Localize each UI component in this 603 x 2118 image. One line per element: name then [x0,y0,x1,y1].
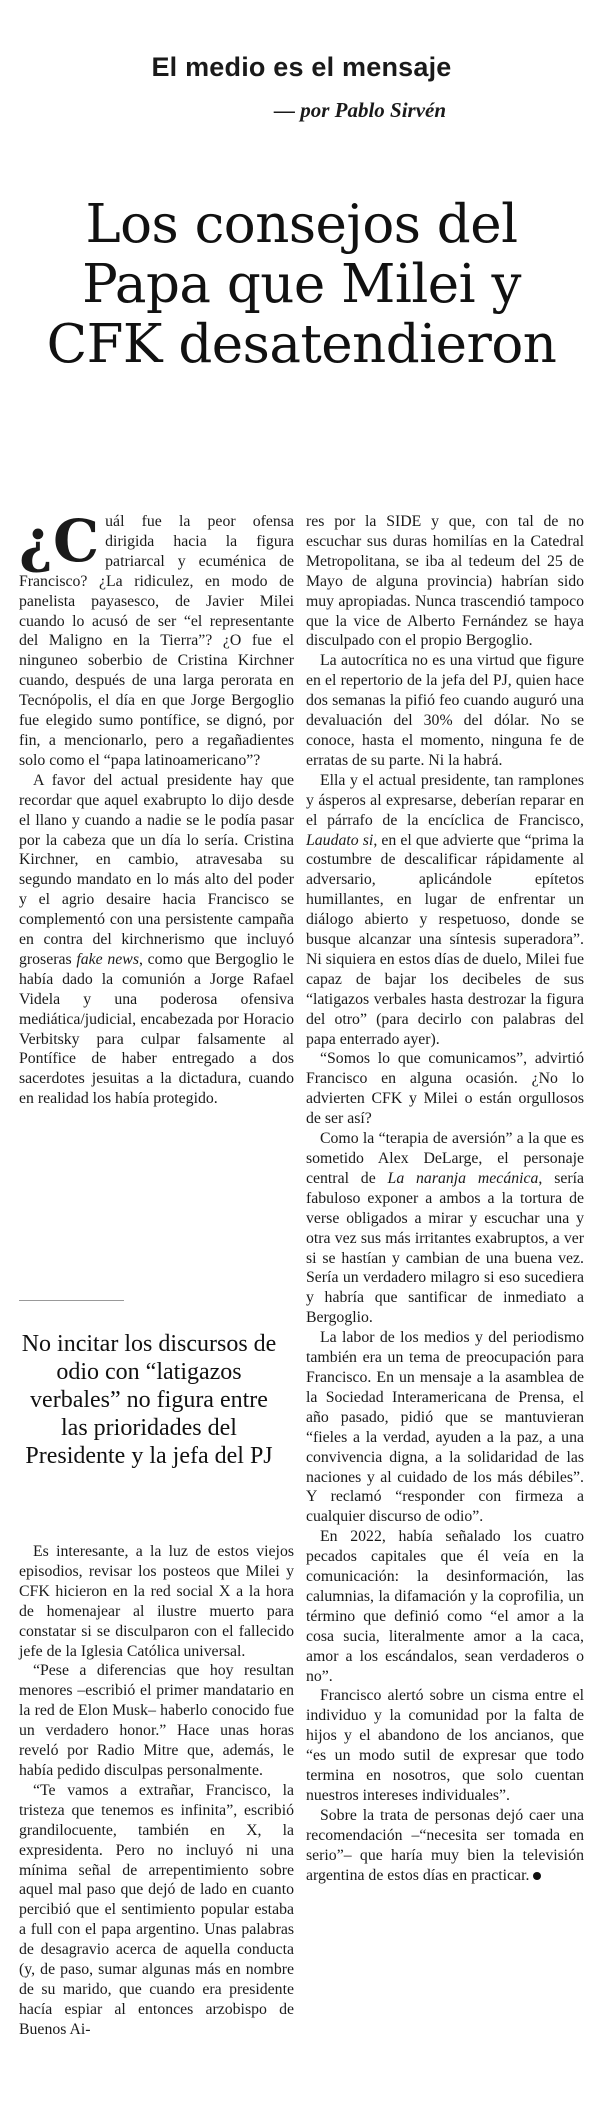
paragraph [306,771,584,1050]
paragraph-text: , como que Bergoglio le había dado la comunión a Jorge Rafael Videla y una poderosa ofensiva mediática/judicial, encabezada por Horacio Verbitsky para culpar falsamente al Pontífice de haber entregado a dos sacerdotes jesuitas a la dictadura, cuando en realidad los había protegido. [19,950,294,1108]
paragraph: Es interesante, a la luz de estos viejos episodios, revisar los posteos que Milei y CFK hicieron en la red social X a la hora de homenajear al ilustre muerto para constatar si se disculparon con el fallecido jefe de la Iglesia Católica universal. [19,1543,294,1660]
paragraph [306,1129,584,1328]
paragraph: “Te vamos a extrañar, Francisco, la tristeza que tenemos es infinita”, escribió grandilocuente, también en X, la expresidenta. Pero no incluyó ni una mínima señal de arrepentimiento sobre aquel mal paso que dejó de lado en cuanto percibió que el sentimiento popular estaba a full con el papa argentino. Unas palabras de desagravio acerca de aquella conducta (y, de paso, sumar algunas más en nombre de su marido, que cuando era presidente hacía espiar al entonces arzobispo de Buenos Ai- [19,1781,294,2038]
paragraph [19,771,294,1109]
drop-cap: ¿C [19,507,100,575]
paragraph: La labor de los medios y del periodismo también era un tema de preocupación para Francisco. En un mensaje a la asamblea de la Sociedad Interamericana de Prensa, el año pasado, pidió que se mantuvieran “fieles a la verdad, ayuden a la paz, a una convivencia digna, a la solidaridad de las naciones y al cuidado de los más débiles”. Y reclamó “responder con firmeza a cualquier discurso de odio”. [306,1329,584,1526]
paragraph-text: , en el que advierte que “prima la costumbre de descalificar rápidamente al adversario, aplicándole epítetos humillantes, en lugar de enfrentar un diálogo abierto y respetuoso, donde se busque alcanzar una síntesis superadora”. Ni siquiera en estos días de duelo, Milei fue capaz de bajar los decibeles de sus “latigazos verbales hasta destrozar la figura del otro” (para decirlo con palabras del papa enterrado ayer). [306,831,584,1048]
headline: Los consejos del Papa que Milei y CFK desatendieron [46,194,557,375]
divider [19,1300,124,1301]
paragraph: La autocrítica no es una virtud que figure en el repertorio de la jefa del PJ, quien hace dos semanas la pifió feo cuando auguró una devaluación del 30% del dólar. No se conoce, hasta el momento, ninguna fe de erratas de su parte. Ni la habrá. [306,652,584,769]
paragraph: res por la SIDE y que, con tal de no escuchar sus duras homilías en la Catedral Metropolitana, se iba al tedeum del 25 de Mayo de alguna provincia) habrían sido muy apropiadas. Nunca trascendió tampoco que la vice de Alberto Fernández se haya disculpado con el propio Bergoglio. [306,513,584,650]
byline: — por Pablo Sirvén [273,98,447,122]
column-right [306,512,584,1886]
paragraph-text: Sobre la trata de personas dejó caer una recomendación –“necesita ser tomada en serio”– que haría muy bien la televisión argentina de estos días en practicar. [306,1806,584,1884]
column-left-bottom [19,1542,294,2040]
paragraph: Francisco alertó sobre un cisma entre el individuo y la comunidad por la falta de hijos y el abandono de los ancianos, que “es un modo sutil de expresar que todo termina en nosotros, que solo cuentan nuestros intereses individuales”. [306,1687,584,1804]
paragraph: “Pese a diferencias que hoy resultan menores –escribió el primer mandatario en la red de Elon Musk– haberlo conocido fue un verdadero honor.” Hace unas horas reveló por Radio Mitre que, además, le había pedido disculpas personalmente. [19,1662,294,1779]
paragraph-text: , sería fabuloso exponer a ambos a la tortura de verse obligados a mirar y escuchar una y otra vez sus más irritantes exabruptos, a ver si se hastían y cambian de una buena vez. Sería un verdadero milagro si eso sucediera y habría que santificar de inmediato a Bergoglio. [306,1169,585,1327]
paragraph-text: Como la “terapia de aversión” a la que es sometido Alex DeLarge, el personaje central de [306,1130,584,1187]
column-left-top [19,507,294,1109]
paragraph: “Somos lo que comunicamos”, advirtió Francisco en alguna ocasión. ¿No lo advierten CFK y Milei o están orgullosos de ser así? [306,1050,584,1128]
paragraph-text: uál fue la peor ofensa dirigida hacia la figura patriarcal y ecuménica de Francisco? ¿La ridiculez, en modo de panelista payasesco, de Javier Milei cuando lo acusó de ser “el representante del Maligno en la Tierra”? ¿O fue el ninguneo soberbio de Cristina Kirchner cuando, después de una larga perorata en Tecnópolis, el día en que Jorge Bergoglio fue elegido sumo pontífice, se dignó, por fin, a mencionarlo, pero a regañadientes solo como el “papa latinoamericano”? [19,513,294,769]
pull-quote: No incitar los discursos de odio con “latigazos verbales” no figura entre las prioridades del Presidente y la jefa del PJ [21,1331,277,1469]
italic-text: Laudato si [306,831,374,849]
paragraph [306,1806,584,1886]
paragraph-text: A favor del actual presidente hay que recordar que aquel exabrupto lo dijo desde el llano y cuando a nadie se le podía pasar por la cabeza que un día lo sería. Cristina Kirchner, en cambio, atravesaba su segundo mandato en lo más alto del poder y el agrio desaire hacia Francisco se complementó con una persistente campaña en contra del kirchnerismo que incluyó groseras [19,771,294,968]
italic-text: fake news [76,950,139,968]
paragraph [19,507,294,771]
paragraph: En 2022, había señalado los cuatro pecados capitales que él veía en la comunicación: la desinformación, las calumnias, la difamación y la coprofilia, un término que definió como “el amor a la cosa sucia, literalmente amor a la caca, amor a los escándalos, sean verdaderos o no”. [306,1528,584,1685]
paragraph-text: Ella y el actual presidente, tan ramplones y ásperos al expresarse, deberían reparar en el párrafo de la encíclica de Francisco, [306,771,584,829]
end-mark-icon [533,1872,541,1880]
italic-text: La naranja mecánica [387,1169,539,1187]
section-title: El medio es el mensaje [151,52,452,82]
